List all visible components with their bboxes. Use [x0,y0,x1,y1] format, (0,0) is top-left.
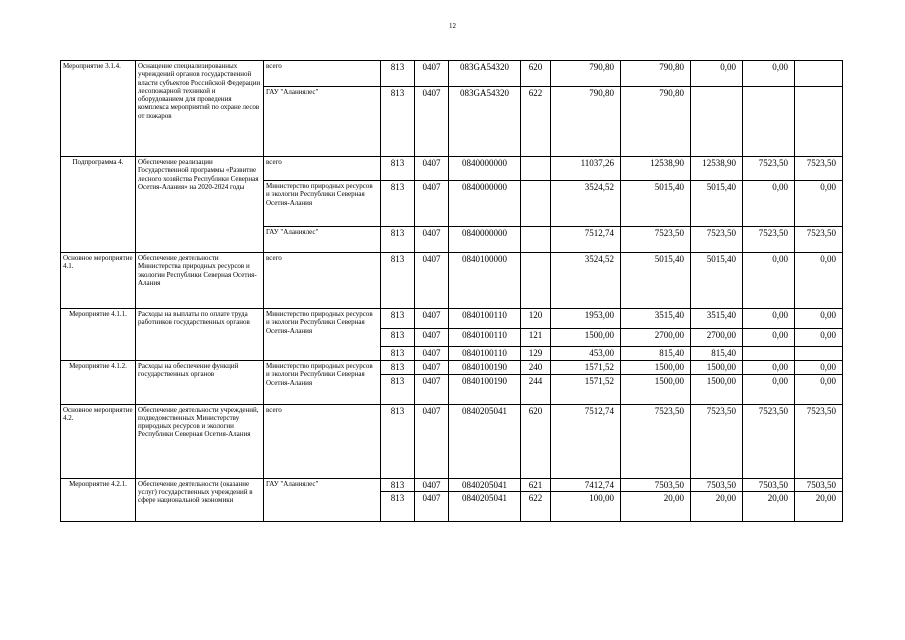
value-2023-cell: 7523,50 [743,404,795,478]
executor-cell: всего [264,157,381,181]
grbs-cell: 813 [381,492,415,522]
value-2023-cell: 0,00 [743,329,795,347]
value-2022-cell: 3515,40 [691,309,743,329]
executor-cell: Министерство природных ресурсов и экологии Республики Северная Осетия-Алания [264,181,381,227]
value-2020-cell: 7512,74 [551,227,621,253]
grbs-cell: 813 [381,61,415,87]
executor-cell: ГАУ "Аланиялес" [264,478,381,522]
value-2020-cell: 7512,74 [551,404,621,478]
value-2023-cell: 7503,50 [743,478,795,492]
row-name: Обеспечение деятельности учреждений, подведомственных Министерству природных ресурсов и экологии Республики Северная Осетия-Алания [136,404,264,478]
grbs-cell: 813 [381,253,415,309]
rz-cell: 0407 [415,492,449,522]
grbs-cell: 813 [381,181,415,227]
value-2023-cell: 0,00 [743,61,795,87]
rz-cell: 0407 [415,361,449,375]
vr-cell [521,227,551,253]
rz-cell: 0407 [415,61,449,87]
row-name: Обеспечение деятельности (оказание услуг) государственных учреждений в сфере национальной экономики [136,478,264,522]
value-2024-cell: 7523,50 [795,157,843,181]
row-code: Основное мероприятие 4.1. [61,253,136,309]
vr-cell [521,253,551,309]
table-row [61,309,843,329]
table-row [61,157,843,181]
value-2022-cell: 0,00 [691,61,743,87]
table-row [61,404,843,478]
grbs-cell: 813 [381,478,415,492]
rz-cell: 0407 [415,87,449,157]
value-2023-cell [743,347,795,361]
value-2022-cell: 815,40 [691,347,743,361]
table-row [61,478,843,492]
value-2021-cell: 790,80 [621,61,691,87]
value-2021-cell: 790,80 [621,87,691,157]
value-2024-cell: 7503,50 [795,478,843,492]
vr-cell: 244 [521,374,551,404]
value-2023-cell: 0,00 [743,253,795,309]
value-2021-cell: 3515,40 [621,309,691,329]
vr-cell: 622 [521,492,551,522]
rz-cell: 0407 [415,227,449,253]
csr-cell: 0840100190 [449,361,521,375]
value-2024-cell [795,347,843,361]
executor-cell: всего [264,404,381,478]
value-2022-cell: 7523,50 [691,404,743,478]
value-2023-cell: 0,00 [743,361,795,375]
executor-cell: всего [264,253,381,309]
value-2024-cell [795,61,843,87]
value-2023-cell: 20,00 [743,492,795,522]
csr-cell: 0840205041 [449,404,521,478]
csr-cell: 083GA54320 [449,87,521,157]
value-2020-cell: 790,80 [551,61,621,87]
table-row [61,361,843,375]
value-2020-cell: 7412,74 [551,478,621,492]
value-2020-cell: 3524,52 [551,253,621,309]
value-2024-cell: 0,00 [795,329,843,347]
csr-cell: 0840100000 [449,253,521,309]
value-2022-cell: 7523,50 [691,227,743,253]
row-code: Основное мероприятие 4.2. [61,404,136,478]
executor-cell: Министерство природных ресурсов и экологии Республики Северная Осетия-Алания [264,309,381,361]
grbs-cell: 813 [381,227,415,253]
grbs-cell: 813 [381,87,415,157]
executor-cell: Министерство природных ресурсов и экологии Республики Северная Осетия-Алания [264,361,381,405]
value-2023-cell [743,87,795,157]
value-2020-cell: 1571,52 [551,361,621,375]
value-2024-cell: 0,00 [795,374,843,404]
vr-cell [521,181,551,227]
value-2022-cell: 7503,50 [691,478,743,492]
vr-cell: 622 [521,87,551,157]
value-2020-cell: 100,00 [551,492,621,522]
value-2021-cell: 12538,90 [621,157,691,181]
grbs-cell: 813 [381,374,415,404]
value-2023-cell: 0,00 [743,181,795,227]
grbs-cell: 813 [381,361,415,375]
row-name: Обеспечение деятельности Министерства природных ресурсов и экологии Республики Северная Осетия-Алания [136,253,264,309]
rz-cell: 0407 [415,253,449,309]
value-2022-cell: 12538,90 [691,157,743,181]
vr-cell: 121 [521,329,551,347]
vr-cell: 620 [521,404,551,478]
value-2020-cell: 11037,26 [551,157,621,181]
csr-cell: 083GA54320 [449,61,521,87]
budget-table [60,60,843,522]
value-2020-cell: 790,80 [551,87,621,157]
page-number: 12 [449,22,456,30]
value-2021-cell: 1500,00 [621,361,691,375]
grbs-cell: 813 [381,347,415,361]
rz-cell: 0407 [415,374,449,404]
value-2021-cell: 20,00 [621,492,691,522]
value-2020-cell: 1953,00 [551,309,621,329]
value-2024-cell: 0,00 [795,309,843,329]
value-2023-cell: 0,00 [743,309,795,329]
value-2021-cell: 2700,00 [621,329,691,347]
value-2021-cell: 5015,40 [621,181,691,227]
value-2024-cell: 0,00 [795,361,843,375]
row-code: Подпрограмма 4. [61,157,136,253]
rz-cell: 0407 [415,347,449,361]
value-2020-cell: 453,00 [551,347,621,361]
csr-cell: 0840000000 [449,227,521,253]
value-2020-cell: 3524,52 [551,181,621,227]
table-row [61,253,843,309]
value-2022-cell: 20,00 [691,492,743,522]
executor-cell: всего [264,61,381,87]
value-2022-cell: 2700,00 [691,329,743,347]
csr-cell: 0840100110 [449,309,521,329]
csr-cell: 0840205041 [449,478,521,492]
value-2021-cell: 5015,40 [621,253,691,309]
csr-cell: 0840205041 [449,492,521,522]
value-2021-cell: 1500,00 [621,374,691,404]
value-2024-cell: 0,00 [795,181,843,227]
vr-cell: 240 [521,361,551,375]
value-2022-cell: 1500,00 [691,361,743,375]
csr-cell: 0840000000 [449,157,521,181]
value-2021-cell: 7523,50 [621,404,691,478]
value-2024-cell: 7523,50 [795,227,843,253]
row-name: Оснащение специализированных учреждений органов государственной власти субъектов Российской Федерации лесопожарной техникой и оборудованием для проведения комплекса мероприятий по охране лесов от пожаров [136,61,264,157]
value-2022-cell: 5015,40 [691,253,743,309]
row-code: Мероприятие 3.1.4. [61,61,136,157]
value-2024-cell: 7523,50 [795,404,843,478]
row-code: Мероприятие 4.2.1. [61,478,136,522]
rz-cell: 0407 [415,329,449,347]
rz-cell: 0407 [415,157,449,181]
value-2024-cell [795,87,843,157]
rz-cell: 0407 [415,404,449,478]
value-2020-cell: 1500,00 [551,329,621,347]
vr-cell: 129 [521,347,551,361]
value-2021-cell: 7503,50 [621,478,691,492]
row-name: Расходы на обеспечение функций государственных органов [136,361,264,405]
vr-cell: 621 [521,478,551,492]
rz-cell: 0407 [415,478,449,492]
vr-cell: 620 [521,61,551,87]
row-name: Обеспечение реализации Государственной программы «Развитие лесного хозяйства Республики Северная Осетия-Алания» на 2020-2024 годы [136,157,264,253]
grbs-cell: 813 [381,309,415,329]
value-2024-cell: 20,00 [795,492,843,522]
csr-cell: 0840100190 [449,374,521,404]
value-2023-cell: 0,00 [743,374,795,404]
value-2021-cell: 815,40 [621,347,691,361]
csr-cell: 0840000000 [449,181,521,227]
grbs-cell: 813 [381,157,415,181]
vr-cell: 120 [521,309,551,329]
vr-cell [521,157,551,181]
rz-cell: 0407 [415,181,449,227]
executor-cell: ГАУ "Аланиялес" [264,227,381,253]
value-2023-cell: 7523,50 [743,157,795,181]
row-code: Мероприятие 4.1.2. [61,361,136,405]
value-2022-cell: 5015,40 [691,181,743,227]
value-2022-cell: 1500,00 [691,374,743,404]
value-2022-cell [691,87,743,157]
value-2024-cell: 0,00 [795,253,843,309]
grbs-cell: 813 [381,329,415,347]
value-2023-cell: 7523,50 [743,227,795,253]
grbs-cell: 813 [381,404,415,478]
rz-cell: 0407 [415,309,449,329]
row-name: Расходы на выплаты по оплате труда работников государственных органов [136,309,264,361]
csr-cell: 0840100110 [449,329,521,347]
table-row [61,61,843,87]
value-2021-cell: 7523,50 [621,227,691,253]
csr-cell: 0840100110 [449,347,521,361]
row-code: Мероприятие 4.1.1. [61,309,136,361]
value-2020-cell: 1571,52 [551,374,621,404]
executor-cell: ГАУ "Аланиялес" [264,87,381,157]
